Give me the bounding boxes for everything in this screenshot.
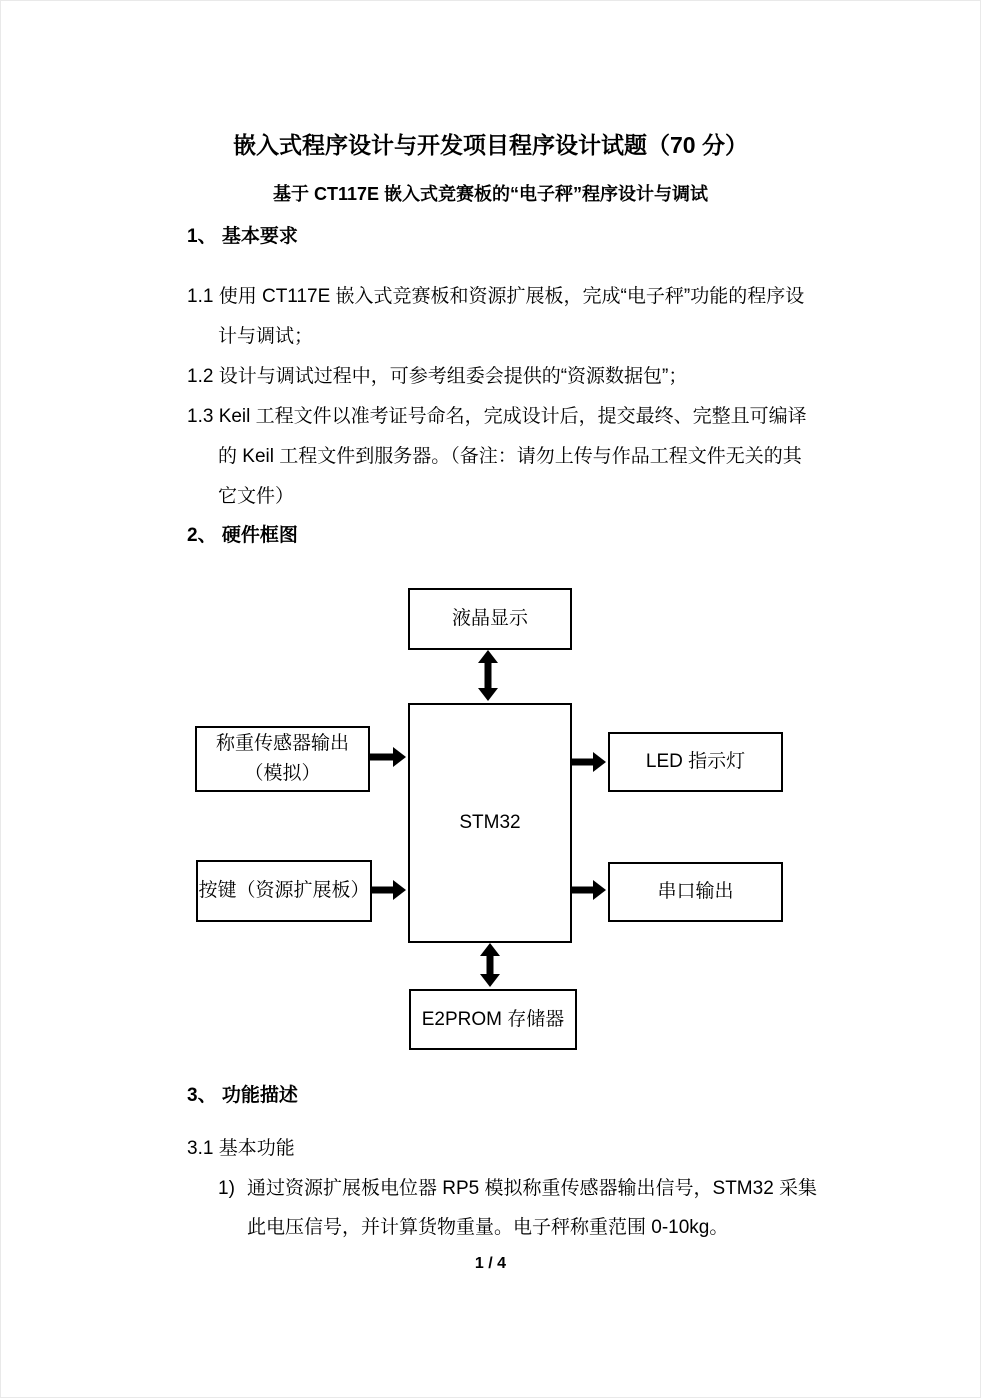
requirement-1-1-line-1: 1.1 使用 CT117E 嵌入式竞赛板和资源扩展板，完成“电子秤”功能的程序设 <box>187 286 805 307</box>
list-item-1-line-2: 此电压信号，并计算货物重量。电子秤称重范围 0-10kg。 <box>247 1217 729 1238</box>
arrow-stm32-to-serial-icon <box>571 880 606 900</box>
arrow-stm32-eeprom-bidirectional-icon <box>479 943 501 987</box>
subsection-3-1: 3.1 基本功能 <box>187 1138 295 1159</box>
arrow-shaft <box>371 887 395 894</box>
list-item-1-number: 1) <box>218 1178 235 1199</box>
led-label: LED 指示灯 <box>645 751 746 772</box>
arrow-shaft <box>487 954 494 976</box>
diagram-box-stm32 <box>408 703 572 943</box>
diagram-box-led <box>608 732 783 792</box>
arrow-shaft <box>571 759 595 766</box>
arrow-head-down <box>480 974 500 987</box>
section3-heading: 3、 功能描述 <box>187 1085 298 1106</box>
section1-heading: 1、 基本要求 <box>187 226 298 247</box>
arrow-head <box>393 747 406 767</box>
requirement-1-3-line-3: 它文件） <box>218 486 295 507</box>
diagram-box-serial <box>608 862 783 922</box>
arrow-stm32-to-led-icon <box>571 752 606 772</box>
arrow-shaft <box>369 754 395 761</box>
arrow-head <box>593 880 606 900</box>
diagram-box-weight-sensor <box>195 726 370 792</box>
arrow-head-down <box>478 688 498 701</box>
doc-title: 嵌入式程序设计与开发项目程序设计试题（70 分） <box>233 132 748 158</box>
arrow-lcd-stm32-bidirectional-icon <box>477 650 499 701</box>
section2-heading: 2、 硬件框图 <box>187 525 298 546</box>
arrow-shaft <box>571 887 595 894</box>
weight-sensor-label-line2: （模拟） <box>244 763 321 784</box>
arrow-sensor-to-stm32-icon <box>369 747 406 767</box>
arrow-head <box>593 752 606 772</box>
arrow-head <box>393 880 406 900</box>
requirement-1-3-line-1: 1.3 Keil 工程文件以准考证号命名，完成设计后，提交最终、完整且可编译 <box>187 406 807 427</box>
eeprom-label: E2PROM 存储器 <box>421 1008 565 1030</box>
page-number: 1 / 4 <box>474 1255 507 1272</box>
serial-label: 串口输出 <box>657 881 734 902</box>
requirement-1-3-line-2: 的 Keil 工程文件到服务器。（备注：请勿上传与作品工程文件无关的其 <box>218 446 802 467</box>
keys-label: 按键（资源扩展板） <box>198 880 370 901</box>
stm32-label: STM32 <box>459 812 521 833</box>
lcd-label: 液晶显示 <box>451 608 528 629</box>
requirement-1-2-line-1: 1.2 设计与调试过程中，可参考组委会提供的“资源数据包”； <box>187 366 688 387</box>
arrow-shaft <box>485 661 492 690</box>
requirement-1-1-line-2: 计与调试； <box>218 326 314 347</box>
weight-sensor-label-line1: 称重传感器输出 <box>215 733 349 754</box>
doc-subtitle: 基于 CT117E 嵌入式竞赛板的“电子秤”程序设计与调试 <box>272 184 709 204</box>
arrow-keys-to-stm32-icon <box>371 880 406 900</box>
diagram-box-lcd <box>408 588 572 650</box>
diagram-box-keys <box>196 860 372 922</box>
diagram-box-eeprom <box>409 989 577 1050</box>
list-item-1-line-1: 通过资源扩展板电位器 RP5 模拟称重传感器输出信号，STM32 采集 <box>247 1178 818 1199</box>
